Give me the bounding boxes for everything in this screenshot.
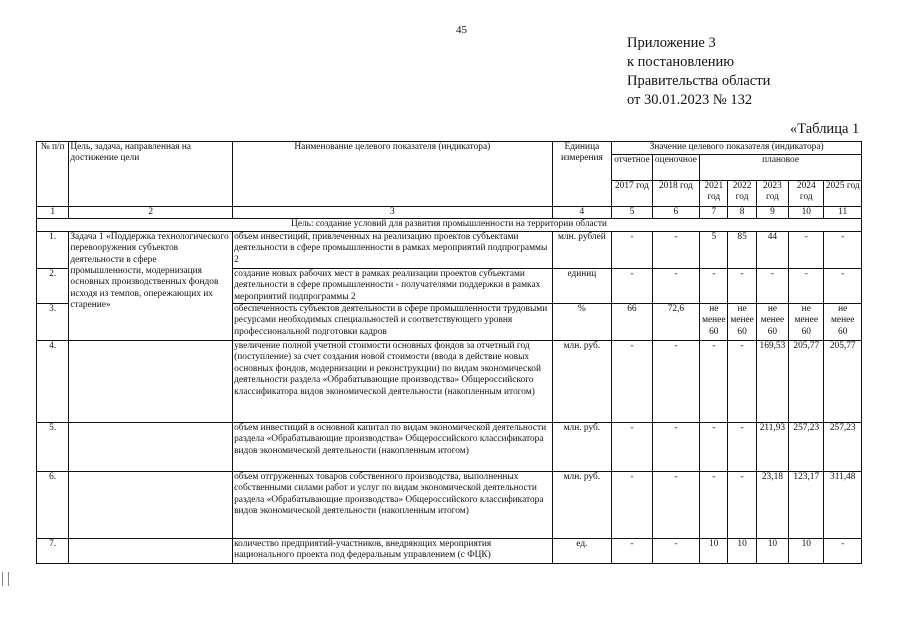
column-number: 7	[700, 207, 728, 219]
task-cell-empty	[69, 341, 233, 423]
value-cell: 66	[612, 304, 652, 341]
row-number: 7.	[37, 539, 69, 564]
value-cell: -	[728, 423, 756, 472]
value-cell: -	[700, 472, 728, 539]
value-cell: 10	[728, 539, 756, 564]
header-num: № п/п	[37, 142, 69, 207]
header-year: 2017 год	[612, 181, 652, 207]
task-cell: Задача 1 «Поддержка технологического перевооружения субъектов деятельности в сфере промышленности, модернизация основных производственных фондов исходя из темпов, опережающих их старение»	[69, 231, 233, 340]
header-estimated: оценочное	[652, 155, 700, 181]
row-number: 3.	[37, 304, 69, 341]
header-year: 2022 год	[728, 181, 756, 207]
value-cell: -	[612, 231, 652, 268]
value-cell: 72,6	[652, 304, 700, 341]
value-cell: 10	[789, 539, 824, 564]
value-cell: 44	[756, 231, 788, 268]
value-cell: -	[700, 268, 728, 303]
value-cell: 23,18	[756, 472, 788, 539]
row-number: 1.	[37, 231, 69, 268]
indicator-name: объем отгруженных товаров собственного производства, выполненных собственными силами работ и услуг по видам экономической деятельности раздела «Обрабатывающие производства» Общероссийского классификатора видов экономической деятельности (накопленным итогом)	[233, 472, 552, 539]
value-cell: -	[756, 268, 788, 303]
task-cell-empty	[69, 423, 233, 472]
value-cell: -	[824, 231, 862, 268]
appendix-line-2: к постановлению	[627, 54, 735, 70]
unit-cell: млн. рублей	[552, 231, 612, 268]
column-number: 6	[652, 207, 700, 219]
value-cell: -	[728, 268, 756, 303]
appendix-line-4: от 30.01.2023 № 132	[627, 92, 753, 108]
value-cell: -	[824, 268, 862, 303]
value-cell: 211,93	[756, 423, 788, 472]
task-cell-empty	[69, 472, 233, 539]
header-year: 2021 год	[700, 181, 728, 207]
column-number: 1	[37, 207, 69, 219]
scan-edge-mark	[2, 572, 9, 586]
value-cell: не менее 60	[789, 304, 824, 341]
indicators-table	[36, 141, 862, 564]
column-number: 5	[612, 207, 652, 219]
goal-row: Цель: создание условий для развития промышленности на территории области	[37, 219, 862, 231]
value-cell: -	[728, 341, 756, 423]
column-number: 4	[552, 207, 612, 219]
value-cell: -	[700, 341, 728, 423]
value-cell: 257,23	[824, 423, 862, 472]
value-cell: -	[612, 539, 652, 564]
unit-cell: млн. руб.	[552, 472, 612, 539]
value-cell: 10	[700, 539, 728, 564]
value-cell: 205,77	[824, 341, 862, 423]
value-cell: -	[652, 423, 700, 472]
value-cell: 5	[700, 231, 728, 268]
value-cell: не менее 60	[728, 304, 756, 341]
value-cell: -	[728, 472, 756, 539]
value-cell: не менее 60	[756, 304, 788, 341]
indicator-name: объем инвестиций в основной капитал по видам экономической деятельности раздела «Обрабатывающие производства» Общероссийского классификатора видов экономической деятельности (накопленным итогом)	[233, 423, 552, 472]
value-cell: 10	[756, 539, 788, 564]
value-cell: не менее 60	[824, 304, 862, 341]
task-cell-empty	[69, 539, 233, 564]
indicator-name: увеличение полной учетной стоимости основных фондов за отчетный год (поступление) за счет создания новой стоимости (ввода в действие новых основных фондов, модернизации и реконструкции) по видам экономической деятельности раздела «Обрабатывающие производства» Общероссийского классификатора видов экономической деятельности (накопленным итогом)	[233, 341, 552, 423]
header-reporting: отчетное	[612, 155, 652, 181]
value-cell: -	[612, 472, 652, 539]
unit-cell: ед.	[552, 539, 612, 564]
value-cell: -	[652, 231, 700, 268]
table-row	[37, 423, 862, 472]
row-number: 4.	[37, 341, 69, 423]
header-planned: плановое	[700, 155, 862, 181]
header-value: Значение целевого показателя (индикатора)	[612, 142, 862, 155]
table-title: «Таблица 1	[790, 121, 860, 137]
appendix-line-1: Приложение 3	[627, 35, 716, 51]
table-row	[37, 231, 862, 268]
column-number: 9	[756, 207, 788, 219]
value-cell: 123,17	[789, 472, 824, 539]
unit-cell: единиц	[552, 268, 612, 303]
column-number: 11	[824, 207, 862, 219]
value-cell: 169,53	[756, 341, 788, 423]
header-year: 2024 год	[789, 181, 824, 207]
value-cell: 311,48	[824, 472, 862, 539]
appendix-line-3: Правительства области	[627, 73, 771, 89]
header-indicator: Наименование целевого показателя (индикатора)	[233, 142, 552, 207]
header-year: 2018 год	[652, 181, 700, 207]
value-cell: 205,77	[789, 341, 824, 423]
indicator-name: обеспеченность субъектов деятельности в сфере промышленности трудовыми ресурсами необходимых специальностей и соответствующего уровня профессиональной подготовки кадров	[233, 304, 552, 341]
header-year: 2025 год	[824, 181, 862, 207]
value-cell: -	[612, 341, 652, 423]
indicator-name: объем инвестиций, привлеченных на реализацию проектов субъектами деятельности в сфере промышленности в рамках мероприятий подпрограммы 2	[233, 231, 552, 268]
column-number: 10	[789, 207, 824, 219]
indicator-name: количество предприятий-участников, внедряющих мероприятия национального проекта под федеральным управлением (с ФЦК)	[233, 539, 552, 564]
header-goal: Цель, задача, направленная на достижение цели	[69, 142, 233, 207]
unit-cell: млн. руб.	[552, 341, 612, 423]
unit-cell: млн. руб.	[552, 423, 612, 472]
table-row	[37, 341, 862, 423]
value-cell: 85	[728, 231, 756, 268]
column-numbers-row	[37, 207, 862, 219]
header-year: 2023 год	[756, 181, 788, 207]
value-cell: -	[612, 268, 652, 303]
value-cell: -	[612, 423, 652, 472]
value-cell: -	[789, 231, 824, 268]
unit-cell: %	[552, 304, 612, 341]
value-cell: не менее 60	[700, 304, 728, 341]
column-number: 2	[69, 207, 233, 219]
column-number: 8	[728, 207, 756, 219]
value-cell: -	[700, 423, 728, 472]
value-cell: -	[789, 268, 824, 303]
column-number: 3	[233, 207, 552, 219]
indicator-name: создание новых рабочих мест в рамках реализации проектов субъектами деятельности в сфере промышленности - получателями поддержки в рамках мероприятий подпрограммы 2	[233, 268, 552, 303]
row-number: 2.	[37, 268, 69, 303]
value-cell: -	[652, 268, 700, 303]
table-row	[37, 539, 862, 564]
value-cell: -	[652, 472, 700, 539]
value-cell: -	[652, 539, 700, 564]
value-cell: -	[652, 341, 700, 423]
value-cell: 257,23	[789, 423, 824, 472]
page-number: 45	[456, 24, 467, 36]
header-unit: Единица измерения	[552, 142, 612, 207]
row-number: 6.	[37, 472, 69, 539]
table-row	[37, 472, 862, 539]
value-cell: -	[824, 539, 862, 564]
appendix-heading	[627, 34, 770, 110]
row-number: 5.	[37, 423, 69, 472]
